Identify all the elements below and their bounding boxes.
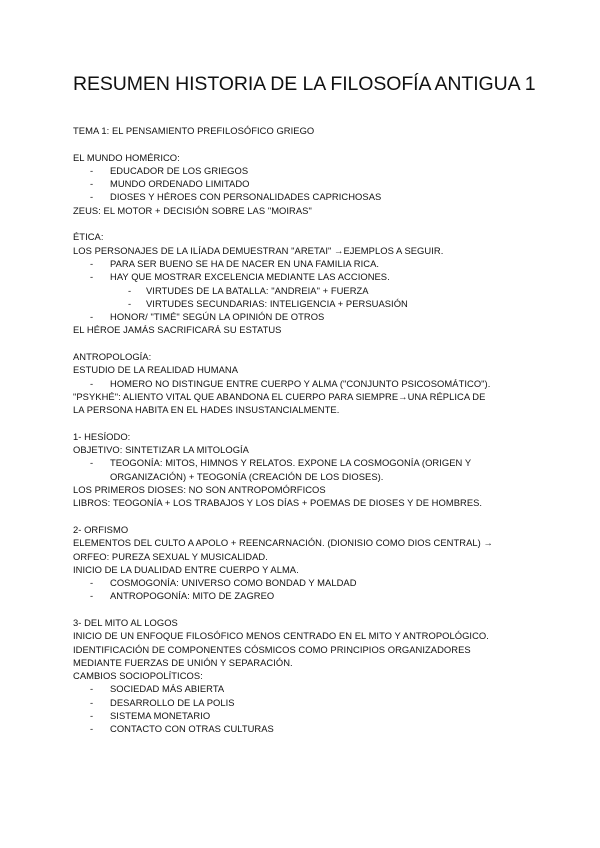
orfismo-line-3: INICIO DE LA DUALIDAD ENTRE CUERPO Y ALMA. [73,563,299,575]
list-item: - ANTROPOGONÍA: MITO DE ZAGREO [90,590,275,602]
list-item: - SOCIEDAD MÁS ABIERTA [90,683,225,695]
etica-heading: ÉTICA: [73,231,104,243]
list-item: - EDUCADOR DE LOS GRIEGOS [90,164,249,176]
hesiodo-objetivo: OBJETIVO: SINTETIZAR LA MITOLOGÍA [73,444,249,456]
antropologia-heading: ANTROPOLOGÍA: [73,351,152,363]
homerico-heading: EL MUNDO HOMÉRICO: [73,151,180,163]
list-item-continuation: ORGANIZACIÓN) + TEOGONÍA (CREACIÓN DE LOS DIOSES). [110,470,384,482]
orfismo-heading: 2- ORFISMO [73,523,129,535]
list-item: - COSMOGONÍA: UNIVERSO COMO BONDAD Y MALDAD [90,577,357,589]
sub-list-item: - VIRTUDES DE LA BATALLA: "ANDREIA" + FUERZA [128,284,369,296]
logos-cambios: CAMBIOS SOCIOPOLÍTICOS: [73,670,203,682]
logos-line-1: INICIO DE UN ENFOQUE FILOSÓFICO MENOS CENTRADO EN EL MITO Y ANTROPOLÓGICO. [73,630,489,642]
sub-list-item: - VIRTUDES SECUNDARIAS: INTELIGENCIA + PERSUASIÓN [128,297,408,309]
orfismo-line-1: ELEMENTOS DEL CULTO A APOLO + REENCARNACIÓN. (DIONISIO COMO DIOS CENTRAL) → [73,537,493,549]
list-item: - MUNDO ORDENADO LIMITADO [90,178,250,190]
list-item: - PARA SER BUENO SE HA DE NACER EN UNA FAMILIA RICA. [90,257,380,269]
list-item: - HAY QUE MOSTRAR EXCELENCIA MEDIANTE LAS ACCIONES. [90,271,390,283]
tema-heading: TEMA 1: EL PENSAMIENTO PREFILOSÓFICO GRIEGO [73,125,315,136]
psykhe-line-1: "PSYKHÉ": ALIENTO VITAL QUE ABANDONA EL CUERPO PARA SIEMPRE→UNA RÉPLICA DE [73,390,486,402]
list-item: - CONTACTO CON OTRAS CULTURAS [90,723,274,735]
hesiodo-libros: LIBROS: TEOGONÍA + LOS TRABAJOS Y LOS DÍAS + POEMAS DE DIOSES Y DE HOMBRES. [73,497,483,509]
logos-heading: 3- DEL MITO AL LOGOS [73,616,178,628]
list-item: - DIOSES Y HÉROES CON PERSONALIDADES CAPRICHOSAS [90,191,382,203]
hesiodo-primeros: LOS PRIMEROS DIOSES: NO SON ANTROPOMÓRFICOS [73,484,326,496]
logos-line-2: IDENTIFICACIÓN DE COMPONENTES CÓSMICOS COMO PRINCIPIOS ORGANIZADORES [73,643,471,655]
hesiodo-heading: 1- HESÍODO: [73,430,131,442]
list-item: - HOMERO NO DISTINGUE ENTRE CUERPO Y ALMA ("CONJUNTO PSICOSOMÁTICO"). [90,377,491,389]
list-item: - DESARROLLO DE LA POLIS [90,696,235,708]
logos-line-3: MEDIANTE FUERZAS DE UNIÓN Y SEPARACIÓN. [73,656,293,668]
etica-intro: LOS PERSONAJES DE LA ILÍADA DEMUESTRAN "ARETAI" →EJEMPLOS A SEGUIR. [73,244,444,256]
list-item: - TEOGONÍA: MITOS, HIMNOS Y RELATOS. EXPONE LA COSMOGONÍA (ORIGEN Y [90,457,472,469]
antropologia-line: ESTUDIO DE LA REALIDAD HUMANA [73,364,239,376]
etica-closing: EL HÉROE JAMÁS SACRIFICARÁ SU ESTATUS [73,324,282,336]
psykhe-line-2: LA PERSONA HABITA EN EL HADES INSUSTANCIALMENTE. [73,404,340,416]
orfismo-line-2: ORFEO: PUREZA SEXUAL Y MUSICALIDAD. [73,550,268,562]
zeus-line: ZEUS: EL MOTOR + DECISIÓN SOBRE LAS "MOIRAS" [73,204,312,216]
document-title: RESUMEN HISTORIA DE LA FILOSOFÍA ANTIGUA 1 [73,73,536,95]
list-item: - HONOR/ "TIMÉ" SEGÚN LA OPINIÓN DE OTROS [90,311,325,323]
list-item: - SISTEMA MONETARIO [90,710,211,722]
document-body [73,124,543,736]
